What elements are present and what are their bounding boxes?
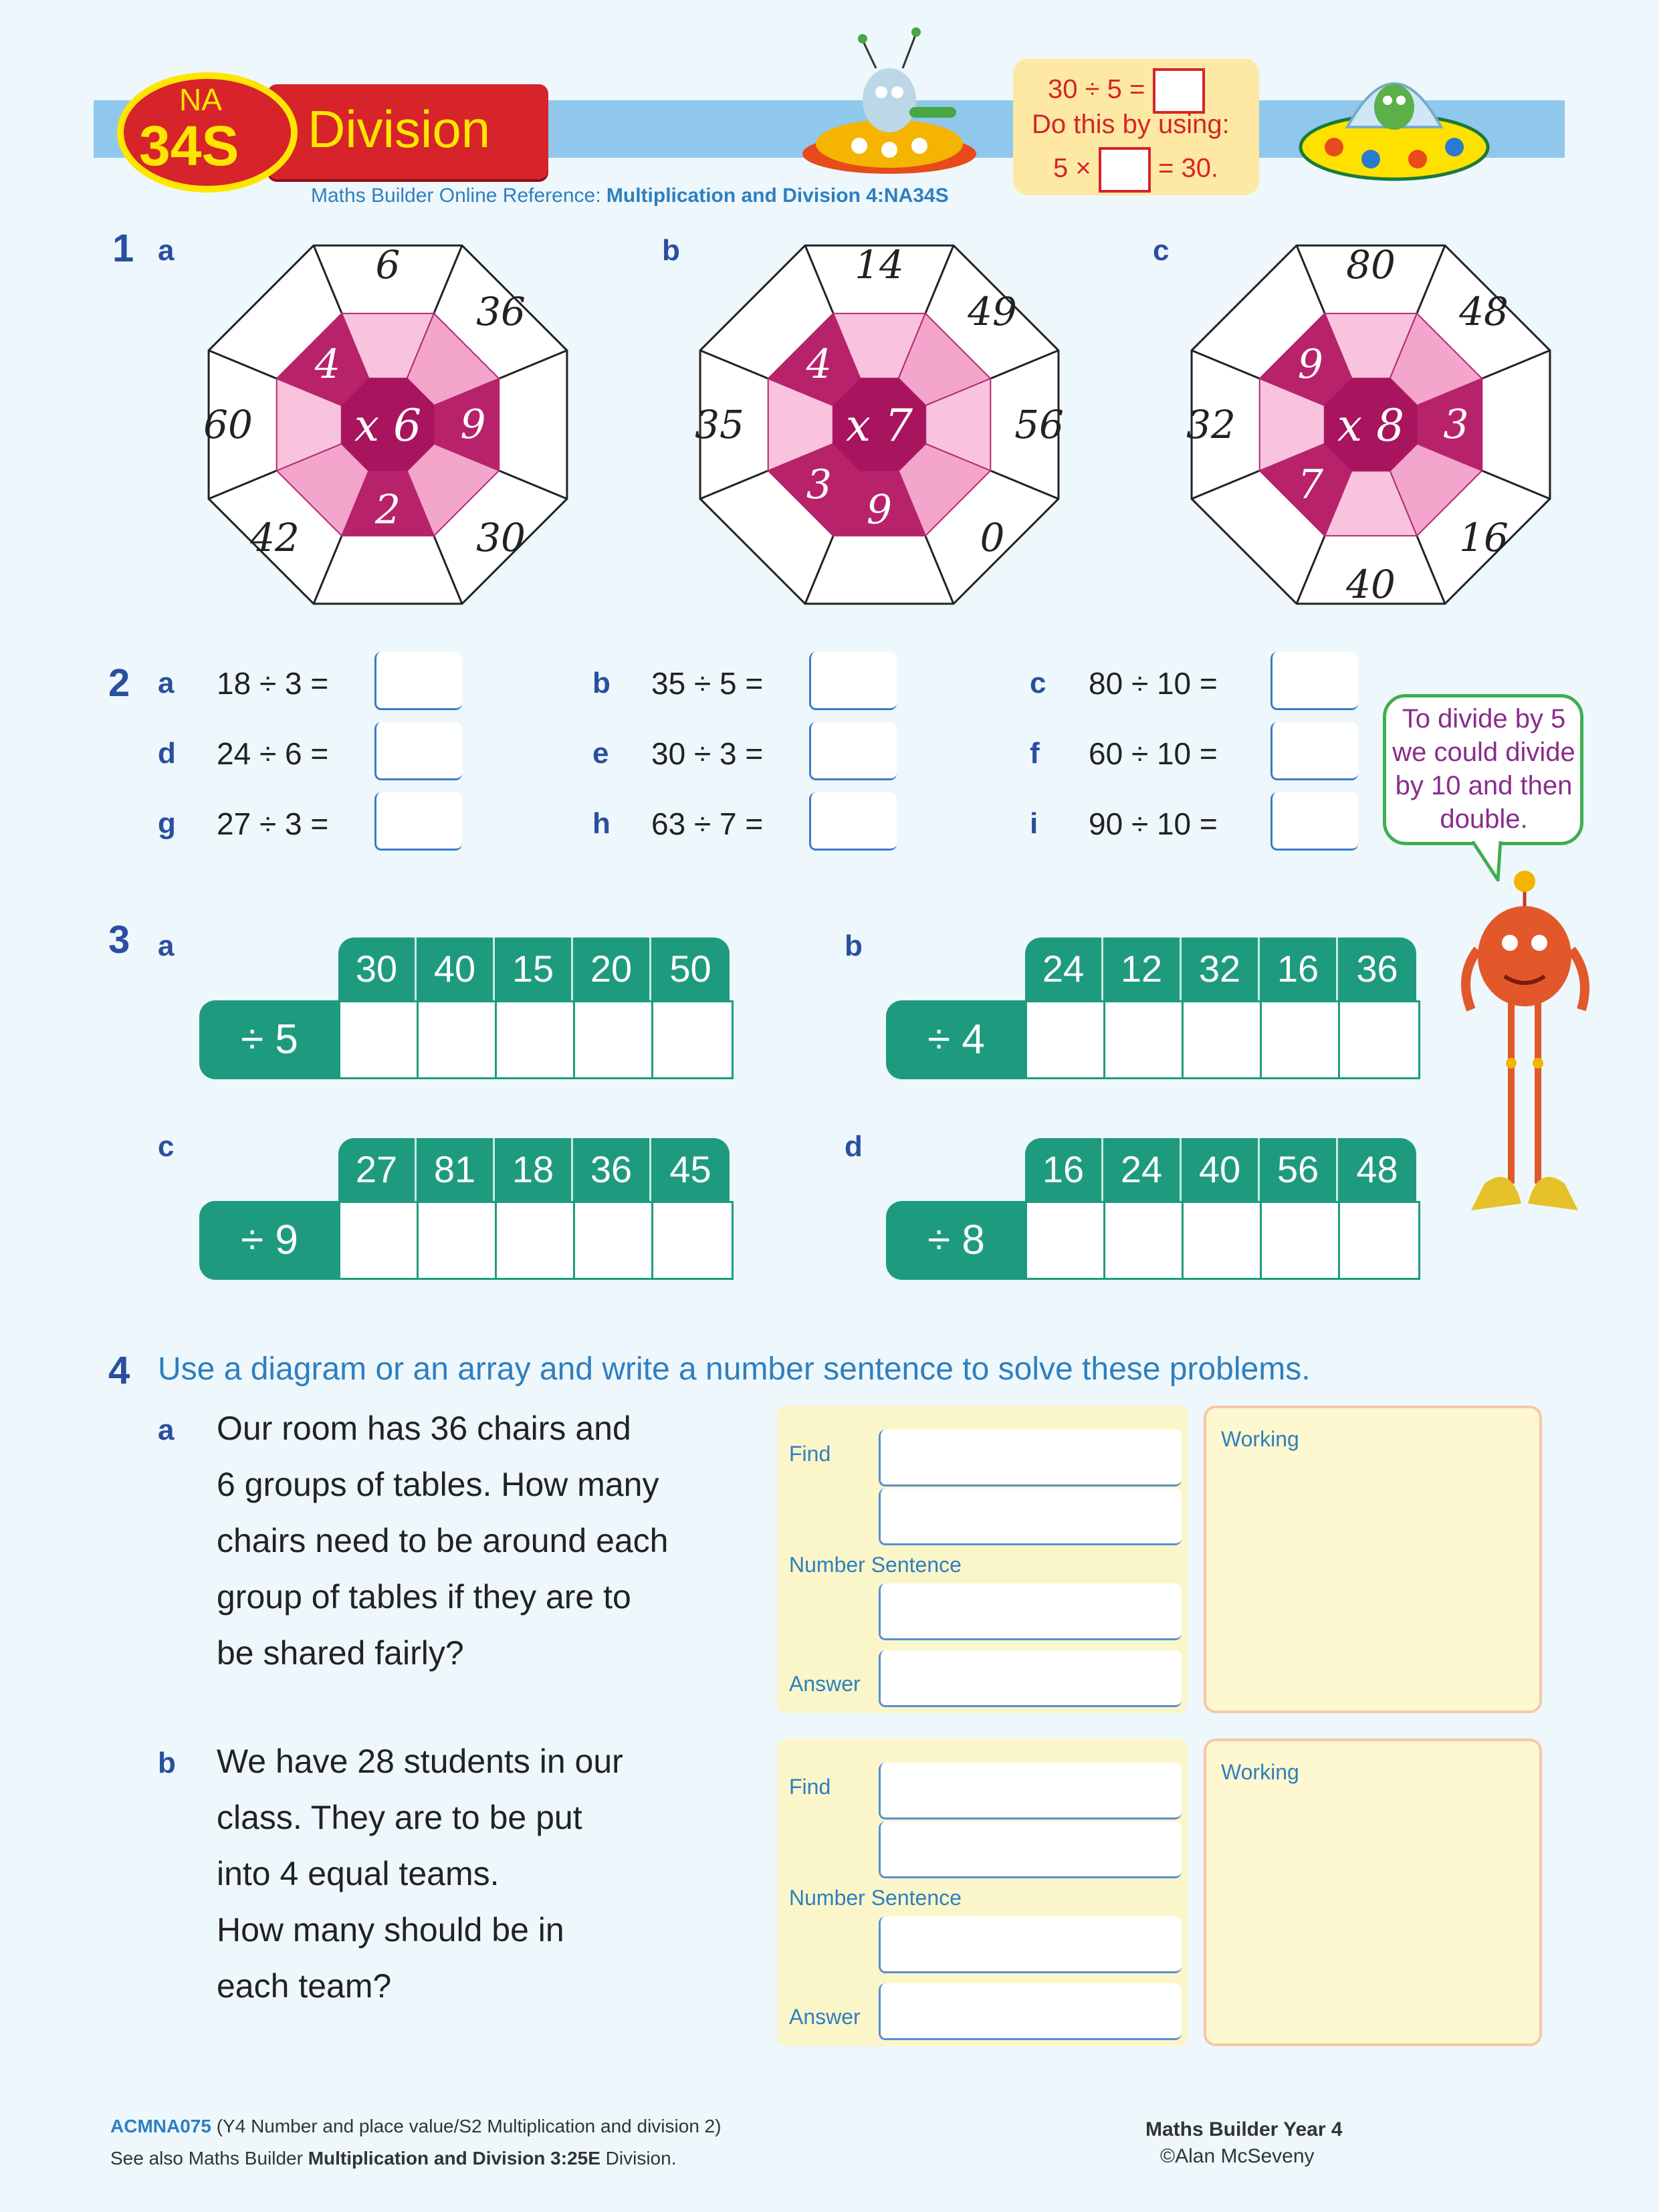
q3-answer-cell[interactable] [497,1203,575,1278]
q4-problem-letter: a [158,1414,175,1446]
q3-answer-cell[interactable] [1262,1203,1340,1278]
outer-value: 60 [203,402,253,447]
q2-answer-box[interactable] [809,722,897,780]
q2-item-letter: e [592,737,609,770]
q3-header-value: 16 [1025,1138,1103,1201]
q2-expression: 35 ÷ 5 = [651,666,764,701]
q3-answer-row [338,1000,734,1079]
q3-answer-cell[interactable] [575,1002,653,1077]
q3-operation-label: ÷ 8 [886,1201,1026,1280]
badge-prefix: NA [179,82,222,117]
q4-label-find: Find [789,1442,831,1466]
q4-problem-line: into 4 equal teams. [217,1855,500,1892]
alien-ship-illustration-left [796,20,983,181]
q3-answer-cell[interactable] [1184,1002,1262,1077]
q4-input-field[interactable] [879,1763,1182,1819]
outer-value: 48 [1459,289,1509,335]
hint-line-3a: 5 × [1053,153,1091,183]
q2-item-letter: d [158,737,176,770]
q2-answer-box[interactable] [1270,792,1358,851]
q4-label-find: Find [789,1775,831,1799]
q3-answer-cell[interactable] [653,1203,732,1278]
hint-line-2: Do this by using: [1032,110,1230,139]
see-also-prefix: See also Maths Builder [110,2148,308,2169]
q2-item-letter: f [1030,737,1040,770]
q3-answer-cell[interactable] [575,1203,653,1278]
q2-expression: 80 ÷ 10 = [1089,666,1218,701]
q3-header-value: 15 [495,937,573,1000]
octagon-puzzle-a [201,237,575,612]
question-1b-letter: b [662,234,680,267]
q4-label-sentence: Number Sentence [789,1553,962,1577]
q4-problem-line: 6 groups of tables. How many [217,1466,659,1503]
q2-item-letter: c [1030,667,1046,699]
q2-expression: 24 ÷ 6 = [217,736,329,771]
q4-input-field[interactable] [879,1821,1182,1878]
q3-header-value: 81 [417,1138,495,1201]
center-multiplier: x 8 [1337,400,1405,451]
q3-answer-cell[interactable] [419,1002,497,1077]
inner-value: 4 [806,340,832,388]
see-also-suffix: Division. [600,2148,677,2169]
q4-input-field[interactable] [879,1430,1182,1486]
q4-working-panel[interactable] [1204,1406,1542,1713]
q3-answer-cell[interactable] [1027,1002,1105,1077]
question-1a-letter: a [158,234,175,267]
outer-value: 0 [980,514,1005,560]
q3-header-value: 48 [1356,1148,1398,1190]
q4-input-field[interactable] [879,1650,1182,1707]
see-also [110,2148,676,2169]
alien-ship-illustration-right [1294,40,1495,187]
outer-value: 6 [375,242,401,288]
q3-answer-cell[interactable] [1027,1203,1105,1278]
q3-header-row [1025,937,1416,1000]
outer-value: 36 [476,289,526,335]
q3-header-row [338,937,730,1000]
q4-label-answer: Answer [789,1672,861,1696]
outer-value: 49 [968,289,1017,335]
q3-header-row [1025,1138,1416,1201]
online-reference [311,185,949,207]
q2-item-letter: i [1030,807,1038,840]
q3-header-value: 27 [338,1138,417,1201]
q3-header-value: 20 [573,937,651,1000]
inner-value: 7 [1297,461,1323,509]
inner-value: 9 [460,401,486,448]
q3-answer-row [338,1201,734,1280]
q3-answer-cell[interactable] [1340,1002,1418,1077]
q4-problem-line: each team? [217,1967,392,2005]
copyright: ©Alan McSeveny [1160,2145,1315,2167]
question-3-number: 3 [108,918,130,962]
q4-problem-line: We have 28 students in our [217,1743,623,1780]
hint-line-3b: = 30. [1157,153,1219,183]
question-1-number: 1 [112,227,134,270]
q2-expression: 90 ÷ 10 = [1089,806,1218,841]
footer-code: ACMNA075 [110,2116,211,2136]
q4-problem-letter: b [158,1747,176,1779]
hint-box [1013,59,1259,195]
q3-operation-label: ÷ 9 [199,1201,340,1280]
q3-header-value: 18 [495,1138,573,1201]
q3-header-value: 40 [417,937,495,1000]
q3-header-value: 24 [1103,1138,1182,1201]
q4-label-working: Working [1221,1427,1299,1451]
q3-operation-label: ÷ 5 [199,1000,340,1079]
q3-operation-label: ÷ 4 [886,1000,1026,1079]
page-title: Division [308,100,491,158]
outer-value: 16 [1459,514,1509,560]
speech-bubble-text: To divide by 5 we could divide by 10 and then double. [1392,704,1575,834]
q3-header-value: 36 [1356,948,1398,990]
q3-answer-cell[interactable] [1184,1203,1262,1278]
ref-link: Multiplication and Division 4:NA34S [606,185,949,207]
q2-item-letter: b [592,667,611,699]
q3-answer-cell[interactable] [653,1002,732,1077]
q2-answer-box[interactable] [1270,722,1358,780]
q2-item-letter: h [592,807,611,840]
question-4-number: 4 [108,1349,130,1392]
outer-value: 80 [1346,242,1396,288]
q4-input-field[interactable] [879,1583,1182,1640]
q3-header-value: 56 [1260,1138,1338,1201]
outer-value: 32 [1186,402,1236,447]
q3-answer-cell[interactable] [1105,1002,1184,1077]
q4-label-sentence: Number Sentence [789,1886,962,1910]
q2-answer-box[interactable] [1270,652,1358,710]
q2-item-letter: a [158,667,175,699]
outer-value: 56 [1014,402,1064,447]
q2-answer-box[interactable] [809,652,897,710]
q4-input-field[interactable] [879,1488,1182,1545]
curriculum-code [110,2116,722,2137]
outer-value: 40 [1346,562,1396,607]
q2-answer-box[interactable] [374,792,462,851]
footer-code-desc: (Y4 Number and place value/S2 Multiplication and division 2) [211,2116,722,2136]
q3-answer-row [1025,1000,1420,1079]
inner-value: 4 [314,340,340,388]
q4-problem-line: Our room has 36 chairs and [217,1410,631,1447]
q3-table-letter: c [158,1130,175,1163]
q3-header-value: 16 [1260,937,1338,1000]
see-also-bold: Multiplication and Division 3:25E [308,2148,600,2169]
outer-value: 30 [476,514,526,560]
q4-problem-line: class. They are to be put [217,1799,582,1836]
outer-value: 35 [695,402,744,447]
q3-header-row [338,1138,730,1201]
hint-line-1: 30 ÷ 5 = [1048,74,1145,104]
q3-header-value: 40 [1182,1138,1260,1201]
q4-problem-line: chairs need to be around each [217,1522,669,1559]
q2-answer-box[interactable] [374,722,462,780]
q2-answer-box[interactable] [809,792,897,851]
q3-answer-cell[interactable] [340,1203,419,1278]
hint-blank-2 [1099,147,1151,193]
inner-value: 2 [374,486,401,534]
question-1c-letter: c [1153,234,1170,267]
q3-header-value: 30 [338,937,417,1000]
q3-table-letter: b [845,929,863,962]
inner-value: 3 [806,461,832,509]
q2-expression: 27 ÷ 3 = [217,806,329,841]
q2-item-letter: g [158,807,176,840]
q3-answer-cell[interactable] [1262,1002,1340,1077]
inner-value: 9 [866,486,893,534]
q4-problem-line: group of tables if they are to [217,1578,631,1616]
q3-answer-cell[interactable] [340,1002,419,1077]
q4-label-answer: Answer [789,2005,861,2029]
question-2-number: 2 [108,661,130,705]
question-4-instruction: Use a diagram or an array and write a number sentence to solve these problems. [158,1351,1311,1387]
q3-header-value: 50 [669,948,711,990]
q4-input-field[interactable] [879,1916,1182,1973]
octagon-puzzle-b [692,237,1067,612]
q3-answer-cell[interactable] [419,1203,497,1278]
ref-prefix: Maths Builder Online Reference: [311,185,606,207]
q3-answer-cell[interactable] [497,1002,575,1077]
center-multiplier: x 7 [845,400,913,451]
q3-header-value: 32 [1182,937,1260,1000]
book-title: Maths Builder Year 4 [1145,2118,1343,2140]
q4-label-working: Working [1221,1760,1299,1784]
q4-problem-line: be shared fairly? [217,1634,464,1672]
inner-value: 3 [1443,401,1469,448]
q2-answer-box[interactable] [374,652,462,710]
q2-expression: 18 ÷ 3 = [217,666,329,701]
q4-problem-line: How many should be in [217,1911,564,1949]
q3-table-letter: d [845,1130,863,1163]
q3-header-value: 45 [669,1148,711,1190]
q3-header-value: 24 [1025,937,1103,1000]
octagon-puzzle-c [1184,237,1558,612]
q3-answer-row [1025,1201,1420,1280]
outer-value: 42 [250,514,300,560]
hint-blank-1 [1153,68,1205,114]
q2-expression: 30 ÷ 3 = [651,736,764,771]
q4-working-panel[interactable] [1204,1739,1542,2046]
q3-header-value: 36 [573,1138,651,1201]
center-multiplier: x 6 [354,400,422,451]
q3-header-value: 12 [1103,937,1182,1000]
monster-illustration [1458,869,1591,1230]
q3-table-letter: a [158,929,175,962]
outer-value: 14 [855,242,904,288]
q3-answer-cell[interactable] [1105,1203,1184,1278]
q2-expression: 60 ÷ 10 = [1089,736,1218,771]
badge-code: 34S [139,114,239,177]
inner-value: 9 [1297,340,1323,388]
q4-input-field[interactable] [879,1983,1182,2040]
q2-expression: 63 ÷ 7 = [651,806,764,841]
q3-answer-cell[interactable] [1340,1203,1418,1278]
